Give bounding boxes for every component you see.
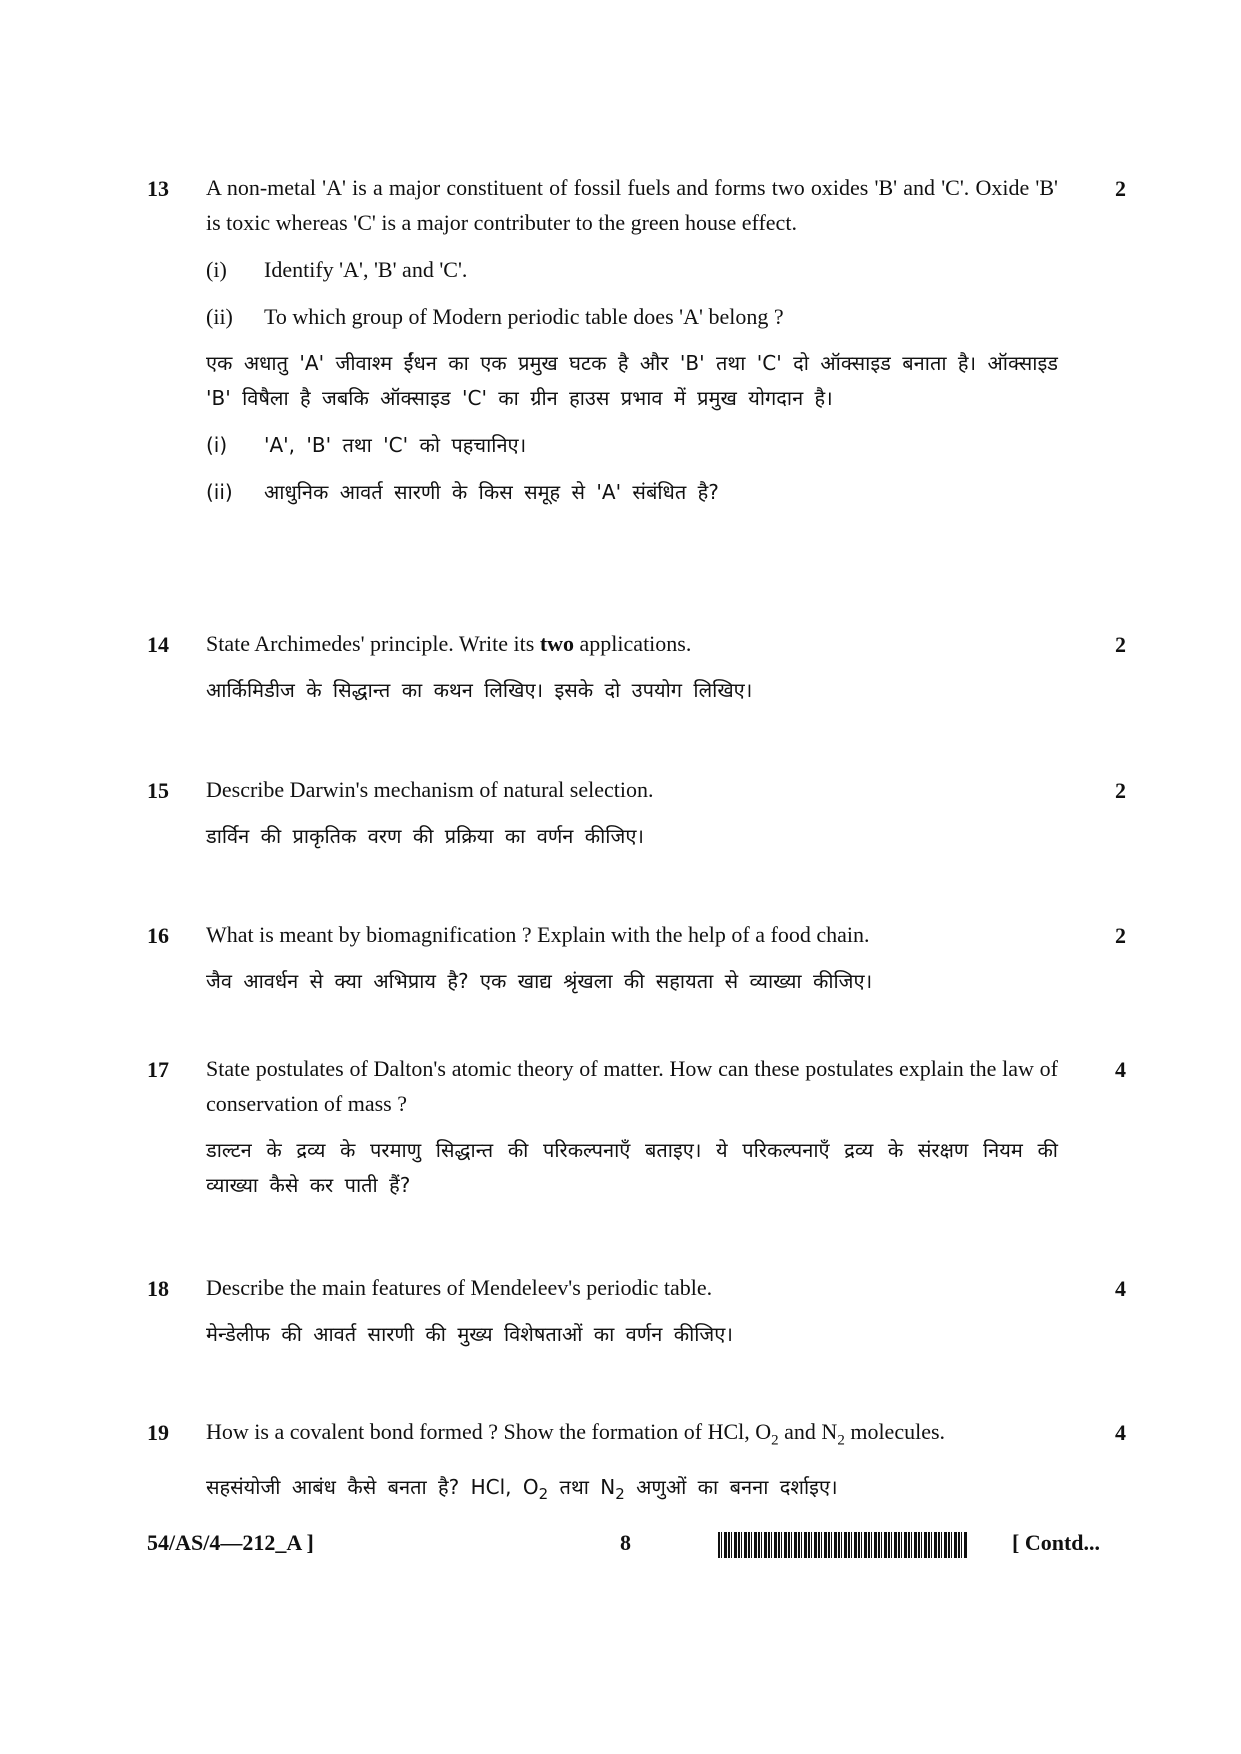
subquestion-hindi	[206, 475, 1058, 510]
question-text-hindi: डार्विन की प्राकृतिक वरण की प्रक्रिया का वर्णन कीजिए।	[206, 824, 644, 848]
question-text-english: State postulates of Dalton's atomic theory of matter. How can these postulates explain the law of conservation of mass ?	[206, 1056, 1058, 1116]
question-body	[206, 1057, 1058, 1203]
question-number: 14	[147, 632, 169, 657]
question-text-english: Describe Darwin's mechanism of natural selection.	[206, 777, 654, 802]
subquestion-text: To which group of Modern periodic table does 'A' belong ?	[264, 304, 784, 329]
subquestion-english	[206, 299, 1058, 334]
paper-code: 54/AS/4—212_A ]	[147, 1530, 314, 1555]
continued-label: [ Contd...	[1012, 1530, 1101, 1555]
question-text-hindi: एक अधातु 'A' जीवाश्म ईंधन का एक प्रमुख घटक है और 'B' तथा 'C' दो ऑक्साइड बनाता है। ऑक्साइड 'B' विषैला है जबकि ऑक्साइड 'C' का ग्रीन हाउस प्रभाव में प्रमुख योगदान है।	[206, 351, 1058, 410]
question-text-english: What is meant by biomagnification ? Explain with the help of a food chain.	[206, 922, 870, 947]
emphasis-text: two	[539, 631, 575, 656]
question-text-english: A non-metal 'A' is a major constituent of fossil fuels and forms two oxides 'B' and 'C'. Oxide 'B' is toxic whereas 'C' is a major contributer to the green house effect.	[206, 175, 1058, 235]
page-footer	[0, 1530, 1241, 1570]
subquestion-english	[206, 252, 1058, 287]
question-body	[206, 1420, 1058, 1512]
question-number: 13	[147, 176, 169, 201]
question-number: 19	[147, 1420, 169, 1445]
question-number: 17	[147, 1057, 169, 1082]
subquestion-text: 'A', 'B' तथा 'C' को पहचानिए।	[264, 433, 527, 457]
question-body	[206, 923, 1058, 999]
question-marks: 2	[1115, 778, 1126, 803]
question-text-hindi: आर्किमिडीज के सिद्धान्त का कथन लिखिए। इसके दो उपयोग लिखिए।	[206, 678, 753, 702]
question-marks: 2	[1115, 176, 1126, 201]
question-text-hindi: मेन्डेलीफ की आवर्त सारणी की मुख्य विशेषताओं का वर्णन कीजिए।	[206, 1322, 733, 1346]
question-text-english: How is a covalent bond formed ? Show the formation of HCl, $O_2$ and $N_2$ molecules.	[206, 1419, 946, 1449]
question-body	[206, 1276, 1058, 1352]
subquestion-hindi	[206, 428, 1058, 463]
barcode-image	[718, 1532, 968, 1558]
subquestion-label: (ii)	[206, 480, 233, 504]
question-text-english: State Archimedes' principle. Write its two applications.	[206, 631, 692, 656]
subscript: 2	[771, 1432, 779, 1449]
question-text-hindi: जैव आवर्धन से क्या अभिप्राय है? एक खाद्य श्रृंखला की सहायता से व्याख्या कीजिए।	[206, 969, 873, 993]
subquestion-label: (i)	[206, 433, 228, 457]
question-marks: 4	[1115, 1276, 1126, 1301]
subscript: 2	[538, 1485, 549, 1504]
question-marks: 2	[1115, 923, 1126, 948]
subscript: 2	[837, 1432, 845, 1449]
question-text-english: Describe the main features of Mendeleev's periodic table.	[206, 1275, 713, 1300]
page-number: 8	[620, 1530, 631, 1555]
question-number: 16	[147, 923, 169, 948]
subquestion-text: आधुनिक आवर्त सारणी के किस समूह से 'A' संबंधित है?	[264, 480, 719, 504]
question-text-hindi: डाल्टन के द्रव्य के परमाणु सिद्धान्त की परिकल्पनाएँ बताइए। ये परिकल्पनाएँ द्रव्य के संरक्षण नियम की व्याख्या कैसे कर पाती हैं?	[206, 1138, 1058, 1197]
subscript: 2	[615, 1485, 625, 1504]
subquestion-text: Identify 'A', 'B' and 'C'.	[264, 257, 468, 282]
subquestion-label: (ii)	[206, 304, 233, 329]
subquestion-label: (i)	[206, 257, 227, 282]
question-number: 15	[147, 778, 169, 803]
question-marks: 2	[1115, 632, 1126, 657]
question-marks: 4	[1115, 1420, 1126, 1445]
question-marks: 4	[1115, 1057, 1126, 1082]
question-body	[206, 176, 1058, 510]
question-number: 18	[147, 1276, 169, 1301]
question-body	[206, 778, 1058, 854]
question-text-hindi: सहसंयोजी आबंध कैसे बनता है? HCl, $O_2$ तथा $N_2$ अणुओं का बनना दर्शाइए।	[206, 1475, 838, 1504]
question-body	[206, 632, 1058, 708]
